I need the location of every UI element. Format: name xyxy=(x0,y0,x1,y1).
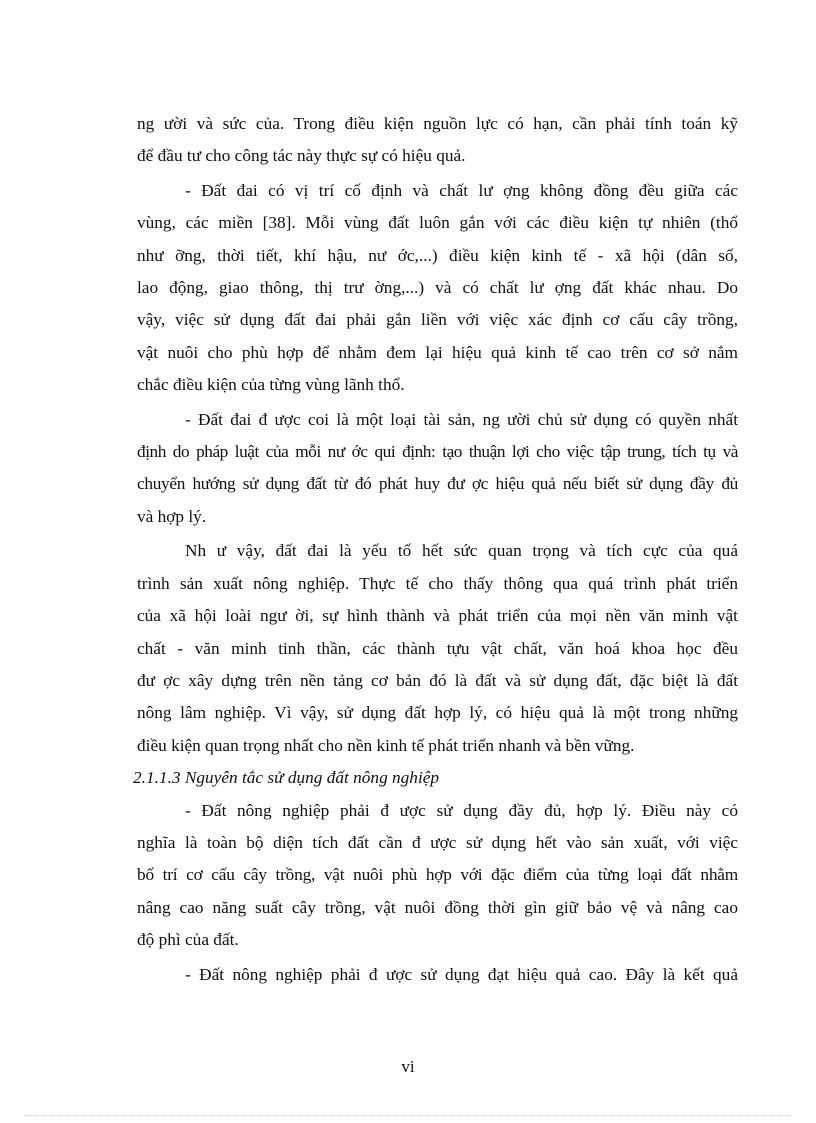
text-line: để đầu tư cho công tác này thực sự có hiệu quả. xyxy=(137,146,466,166)
page-number: vi xyxy=(401,1057,415,1076)
text-line: ng ười và sức của. Trong điều kiện nguồn lực có hạn, cần phải tính toán kỹ xyxy=(137,114,738,133)
text-line: Nh ư vậy, đất đai là yếu tố hết sức quan trọng và tích cực của quá xyxy=(185,541,738,561)
text-line: chắc điều kiện của từng vùng lãnh thổ. xyxy=(137,375,405,395)
text-line: vậy, việc sử dụng đất đai phải gắn liền với việc xác định cơ cấu cây trồng, xyxy=(137,310,738,330)
text-line: - Đất nông nghiệp phải đ ược sử dụng đạt hiệu quả cao. Đây là kết quả xyxy=(185,964,738,984)
paragraph-4 xyxy=(137,535,738,762)
body-text xyxy=(133,108,738,991)
paragraph-5 xyxy=(137,795,738,957)
text-line: trình sản xuất nông nghiệp. Thực tế cho thấy thông qua quá trình phát triển xyxy=(137,573,738,593)
text-line: - Đất nông nghiệp phải đ ược sử dụng đầy đủ, hợp lý. Điều này có xyxy=(185,800,738,820)
text-line: chất - văn minh tinh thần, các thành tựu vật chất, văn hoá khoa học đều xyxy=(137,638,738,658)
section-heading: 2.1.1.3 Nguyên tắc sử dụng đất nông nghiệp xyxy=(133,768,440,788)
paragraph-2 xyxy=(137,175,738,402)
page-bottom-divider xyxy=(24,1115,792,1116)
text-line: nâng cao năng suất cây trồng, vật nuôi đồng thời gìn giữ bảo vệ và nâng cao xyxy=(137,897,738,917)
text-line: định do pháp luật của mỗi nư ớc qui định: tạo thuận lợi cho việc tập trung, tích tụ và xyxy=(137,442,738,462)
text-line: chuyển hướng sử dụng đất từ đó phát huy đư ợc hiệu quả nếu biết sử dụng đầy đủ xyxy=(137,474,738,494)
text-line: lao động, giao thông, thị trư ờng,...) và có chất lư ợng đất khác nhau. Do xyxy=(137,278,738,298)
text-line: nghĩa là toàn bộ diện tích đất cần đ ược sử dụng hết vào sản xuất, với việc xyxy=(137,832,738,852)
text-line: vùng, các miền [38]. Mỗi vùng đất luôn gắn với các điều kiện tự nhiên (thổ xyxy=(137,213,738,233)
text-line: như ỡng, thời tiết, khí hậu, nư ớc,...) điều kiện kinh tế - xã hội (dân số, xyxy=(137,245,738,265)
text-line: - Đất đai có vị trí cố định và chất lư ợng không đồng đều giữa các xyxy=(185,180,738,200)
text-line: điều kiện quan trọng nhất cho nền kinh tế phát triển nhanh và bền vững. xyxy=(137,735,635,755)
text-line: và hợp lý. xyxy=(137,506,207,526)
text-line: - Đất đai đ ược coi là một loại tài sản, ng ười chủ sử dụng có quyền nhất xyxy=(185,409,738,429)
text-line: nông lâm nghiệp. Vì vậy, sử dụng đất hợp lý, có hiệu quả là một trong những xyxy=(137,703,738,723)
text-line: vật nuôi cho phù hợp để nhằm đem lại hiệu quả kinh tế cao trên cơ sở nắm xyxy=(137,342,738,362)
text-line: của xã hội loài ngư ời, sự hình thành và phát triển của mọi nền văn minh vật xyxy=(137,606,738,626)
text-line: đư ợc xây dựng trên nền tảng cơ bản đó là đất và sử dụng đất, đặc biệt là đất xyxy=(137,670,738,690)
paragraph-3 xyxy=(137,404,738,534)
text-line: bố trí cơ cấu cây trồng, vật nuôi phù hợp với đặc điểm của từng loại đất nhằm xyxy=(137,865,738,885)
paragraph-6 xyxy=(137,959,738,991)
text-line: độ phì của đất. xyxy=(137,930,239,950)
paragraph-1 xyxy=(137,108,738,173)
